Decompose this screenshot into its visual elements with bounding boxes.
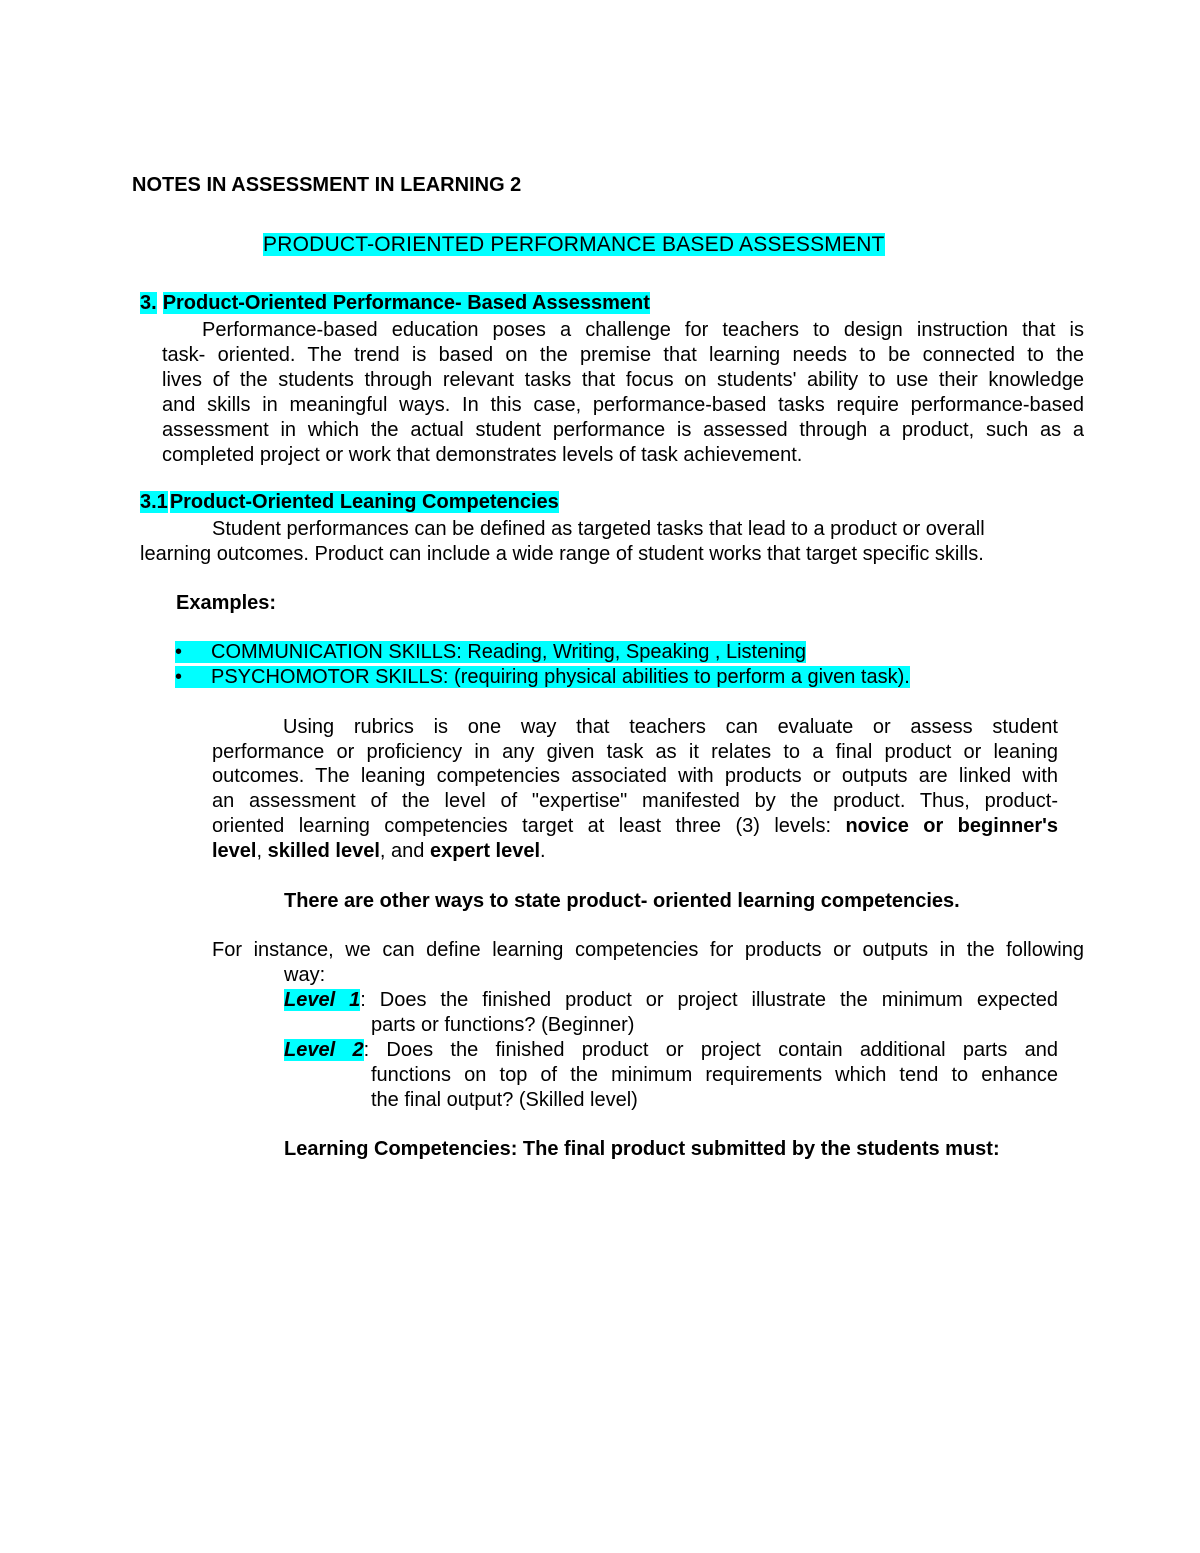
expert-level-term: expert level bbox=[429, 840, 541, 862]
main-heading bbox=[263, 233, 885, 257]
rubrics-line-4: an assessment of the level of "expertise" manifested by the product. Thus, product- bbox=[212, 790, 1058, 812]
rubrics-line-5-text: oriented learning competencies target at least three (3) levels: bbox=[212, 815, 832, 837]
level-1-line-1 bbox=[284, 988, 1058, 1013]
level-2-line-3: the final output? (Skilled level) bbox=[371, 1089, 638, 1111]
novice-level-term: novice or beginner's bbox=[845, 815, 1059, 837]
rubrics-line-3: outcomes. The leaning competencies associated with products or outputs are linked with bbox=[212, 765, 1058, 787]
section-31-line-1: Student performances can be defined as targeted tasks that lead to a product or overall bbox=[212, 518, 985, 540]
level-2-line-1 bbox=[284, 1038, 1058, 1063]
other-ways-heading: There are other ways to state product- oriented learning competencies. bbox=[284, 890, 960, 912]
skilled-level-term: skilled level bbox=[267, 840, 380, 862]
bullet-text: COMMUNICATION SKILLS: Reading, Writing, Speaking , Listening bbox=[211, 641, 807, 663]
level-1-label: Level 1 bbox=[284, 989, 361, 1011]
bullet-item-communication bbox=[175, 640, 806, 665]
learning-competencies-heading: Learning Competencies: The final product submitted by the students must: bbox=[284, 1138, 1000, 1160]
section-3-title: Product-Oriented Performance- Based Assessment bbox=[162, 292, 650, 314]
rubrics-line-2: performance or proficiency in any given task as it relates to a final product or leaning bbox=[212, 741, 1058, 763]
section-31-line-2: learning outcomes. Product can include a wide range of student works that target specific skills. bbox=[140, 543, 984, 565]
section-3-number: 3. bbox=[140, 292, 157, 314]
section-3-line-6: completed project or work that demonstrates levels of task achievement. bbox=[162, 444, 803, 466]
section-31-number: 3.1 bbox=[140, 491, 168, 513]
level-1-text: : Does the finished product or project illustrate the minimum expected bbox=[360, 989, 1058, 1011]
level-1-line-2: parts or functions? (Beginner) bbox=[371, 1014, 635, 1036]
instance-line-2: way: bbox=[284, 964, 326, 986]
section-3-line-3: lives of the students through relevant tasks that focus on students' ability to use their knowledge bbox=[162, 369, 1084, 391]
level-2-line-2: functions on top of the minimum requirements which tend to enhance bbox=[371, 1064, 1058, 1086]
rubrics-line-5 bbox=[212, 814, 1058, 839]
rubrics-line-6 bbox=[212, 839, 546, 864]
section-3-line-2: task- oriented. The trend is based on the premise that learning needs to be connected to the bbox=[162, 344, 1084, 366]
doc-title: NOTES IN ASSESSMENT IN LEARNING 2 bbox=[132, 174, 522, 196]
rubrics-sep-1: , bbox=[256, 840, 268, 862]
section-31-heading bbox=[140, 491, 559, 514]
section-3-line-4: and skills in meaningful ways. In this case, performance-based tasks require performance-based bbox=[162, 394, 1084, 416]
examples-label: Examples: bbox=[176, 592, 277, 614]
bullet-text: PSYCHOMOTOR SKILLS: (requiring physical abilities to perform a given task). bbox=[211, 666, 910, 688]
section-3-line-5: assessment in which the actual student performance is assessed through a product, such as a bbox=[162, 419, 1084, 441]
section-3-heading bbox=[140, 292, 650, 315]
section-31-title: Product-Oriented Leaning Competencies bbox=[169, 491, 559, 513]
level-2-text: : Does the finished product or project contain additional parts and bbox=[363, 1039, 1058, 1061]
level-2-label: Level 2 bbox=[284, 1039, 364, 1061]
instance-line-1: For instance, we can define learning competencies for products or outputs in the following bbox=[212, 939, 1084, 961]
rubrics-end: . bbox=[540, 840, 546, 862]
section-3-line-1: Performance-based education poses a challenge for teachers to design instruction that is bbox=[202, 319, 1084, 341]
main-heading-text: PRODUCT-ORIENTED PERFORMANCE BASED ASSESSMENT bbox=[263, 233, 885, 256]
rubrics-sep-2: , and bbox=[379, 840, 430, 862]
bullet-item-psychomotor bbox=[175, 665, 910, 690]
rubrics-line-1: Using rubrics is one way that teachers can evaluate or assess student bbox=[283, 716, 1058, 738]
bullet-dot-icon: • bbox=[175, 641, 183, 663]
level-term: level bbox=[212, 840, 257, 862]
bullet-dot-icon: • bbox=[175, 666, 183, 688]
